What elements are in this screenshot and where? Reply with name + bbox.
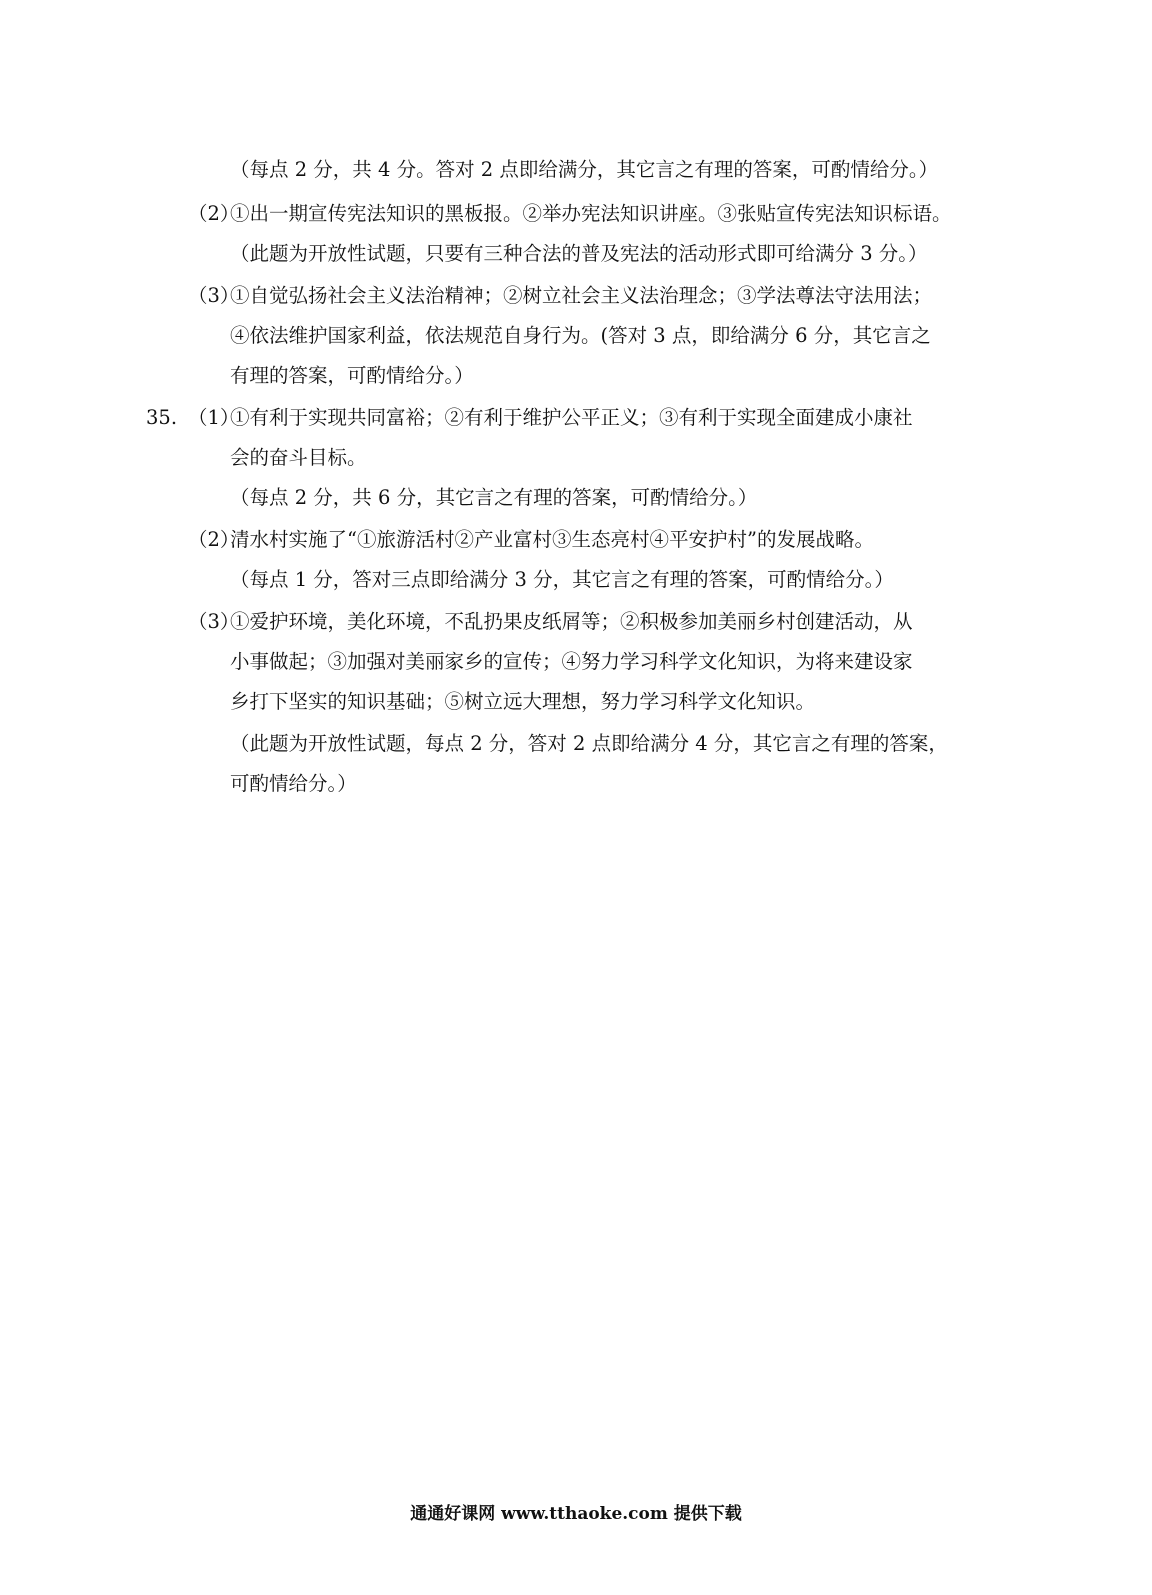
q35-3-label: （3） [188, 610, 240, 633]
q34-2-answer-line: ①出一期宣传宪法知识的黑板报。②举办宪法知识讲座。③张贴宣传宪法知识标语。 [230, 202, 952, 225]
q35-1-answer-line: 会的奋斗目标。 [230, 446, 367, 469]
q35-1-answer-line: ①有利于实现共同富裕；②有利于维护公平正义；③有利于实现全面建成小康社 [230, 406, 913, 429]
q35-3-answer-line: ①爱护环境，美化环境，不乱扔果皮纸屑等；②积极参加美丽乡村创建活动，从 [230, 610, 913, 633]
q35-3-answer-line: 小事做起；③加强对美丽家乡的宣传；④努力学习科学文化知识，为将来建设家 [230, 650, 913, 673]
q35-3-scoring-note: 可酌情给分。） [230, 772, 357, 795]
q34-2-scoring-note: （此题为开放性试题，只要有三种合法的普及宪法的活动形式即可给满分 3 分。） [230, 242, 928, 265]
q34-3-answer-line: ④依法维护国家利益，依法规范自身行为。(答对 3 点，即给满分 6 分，其它言之 [230, 324, 931, 347]
q35-2-label: （2） [188, 528, 240, 551]
q35-3-scoring-note: （此题为开放性试题，每点 2 分，答对 2 点即给满分 4 分，其它言之有理的答案， [230, 732, 948, 755]
q34-1-scoring-note: （每点 2 分，共 4 分。答对 2 点即给满分，其它言之有理的答案，可酌情给分。） [230, 158, 939, 181]
q35-3-answer-line: 乡打下坚实的知识基础；⑤树立远大理想，努力学习科学文化知识。 [230, 690, 816, 713]
q35-1-scoring-note: （每点 2 分，共 6 分，其它言之有理的答案，可酌情给分。） [230, 486, 758, 509]
page-footer: 通通好课网 www.tthaoke.com 提供下载 [410, 1504, 742, 1524]
q35-2-answer-line: 清水村实施了“①旅游活村②产业富村③生态亮村④平安护村”的发展战略。 [230, 528, 874, 551]
q34-3-answer-line: ①自觉弘扬社会主义法治精神；②树立社会主义法治理念；③学法尊法守法用法； [230, 284, 933, 307]
q35-number: 35. [146, 406, 178, 429]
q35-1-label: （1） [188, 406, 240, 429]
q34-2-label: （2） [188, 202, 240, 225]
q35-2-scoring-note: （每点 1 分，答对三点即给满分 3 分，其它言之有理的答案，可酌情给分。） [230, 568, 894, 591]
q34-3-answer-line: 有理的答案，可酌情给分。） [230, 364, 474, 387]
q34-3-label: （3） [188, 284, 240, 307]
